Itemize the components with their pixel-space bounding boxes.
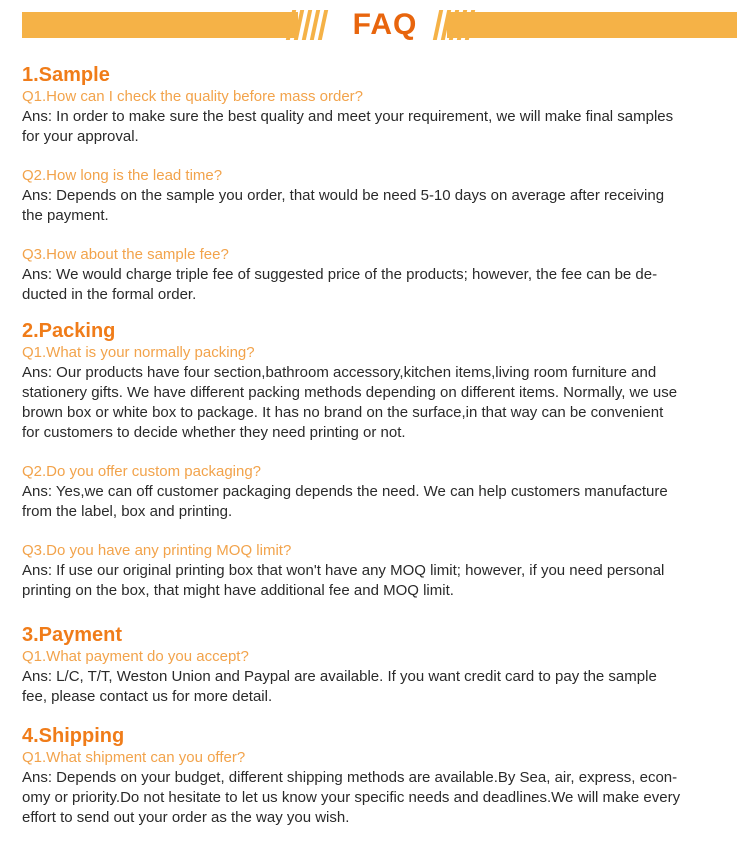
answer-line: the payment.: [22, 207, 109, 224]
section-title: 1.Sample: [22, 64, 110, 86]
answer-line: brown box or white box to package. It has no brand on the surface,in that way can be convenient: [22, 404, 664, 421]
question: Q1.How can I check the quality before mass order?: [22, 88, 364, 105]
question: Q3.Do you have any printing MOQ limit?: [22, 542, 292, 559]
answer-line: effort to send out your order as the way you wish.: [22, 809, 350, 826]
answer-line: from the label, box and printing.: [22, 503, 233, 520]
header-bar-right: [447, 12, 737, 38]
section-shipping: [22, 724, 734, 828]
answer-line: Ans: If use our original printing box that won't have any MOQ limit; however, if you need personal: [22, 562, 665, 579]
answer-line: for customers to decide whether they need printing or not.: [22, 424, 406, 441]
section-title: 3.Payment: [22, 624, 123, 646]
answer-line: omy or priority.Do not hesitate to let us know your specific needs and deadlines.We will make every: [22, 789, 681, 806]
answer-line: Ans: Our products have four section,bathroom accessory,kitchen items,living room furniture and: [22, 364, 657, 381]
answer-line: printing on the box, that might have additional fee and MOQ limit.: [22, 582, 454, 599]
section-title: 2.Packing: [22, 320, 116, 342]
section-sample: [22, 63, 734, 305]
answer-line: Ans: We would charge triple fee of suggested price of the products; however, the fee can be de-: [22, 266, 658, 283]
answer-line: Ans: In order to make sure the best quality and meet your requirement, we will make final samples: [22, 108, 674, 125]
header-bar-left: [22, 12, 298, 38]
answer-line: stationery gifts. We have different packing methods depending on different items. Normally, we use: [22, 384, 678, 401]
question: Q2.Do you offer custom packaging?: [22, 463, 262, 480]
question: Q3.How about the sample fee?: [22, 246, 229, 263]
answer-line: Ans: Yes,we can off customer packaging depends the need. We can help customers manufacture: [22, 483, 668, 500]
section-payment: [22, 623, 734, 707]
header-stripes-left: [289, 10, 333, 40]
question: Q2.How long is the lead time?: [22, 167, 223, 184]
answer-line: Ans: Depends on the sample you order, that would be need 5-10 days on average after receiving: [22, 187, 665, 204]
answer-line: for your approval.: [22, 128, 139, 145]
answer-line: ducted in the formal order.: [22, 286, 197, 303]
question: Q1.What payment do you accept?: [22, 648, 249, 665]
faq-header: [0, 0, 750, 48]
answer-line: Ans: L/C, T/T, Weston Union and Paypal are available. If you want credit card to pay the sample: [22, 668, 657, 685]
question: Q1.What is your normally packing?: [22, 344, 255, 361]
section-packing: [22, 319, 734, 601]
question: Q1.What shipment can you offer?: [22, 749, 246, 766]
answer-line: fee, please contact us for more detail.: [22, 688, 273, 705]
section-title: 4.Shipping: [22, 725, 125, 747]
answer-line: Ans: Depends on your budget, different shipping methods are available.By Sea, air, express, econ-: [22, 769, 678, 786]
page-title: FAQ: [352, 8, 418, 41]
